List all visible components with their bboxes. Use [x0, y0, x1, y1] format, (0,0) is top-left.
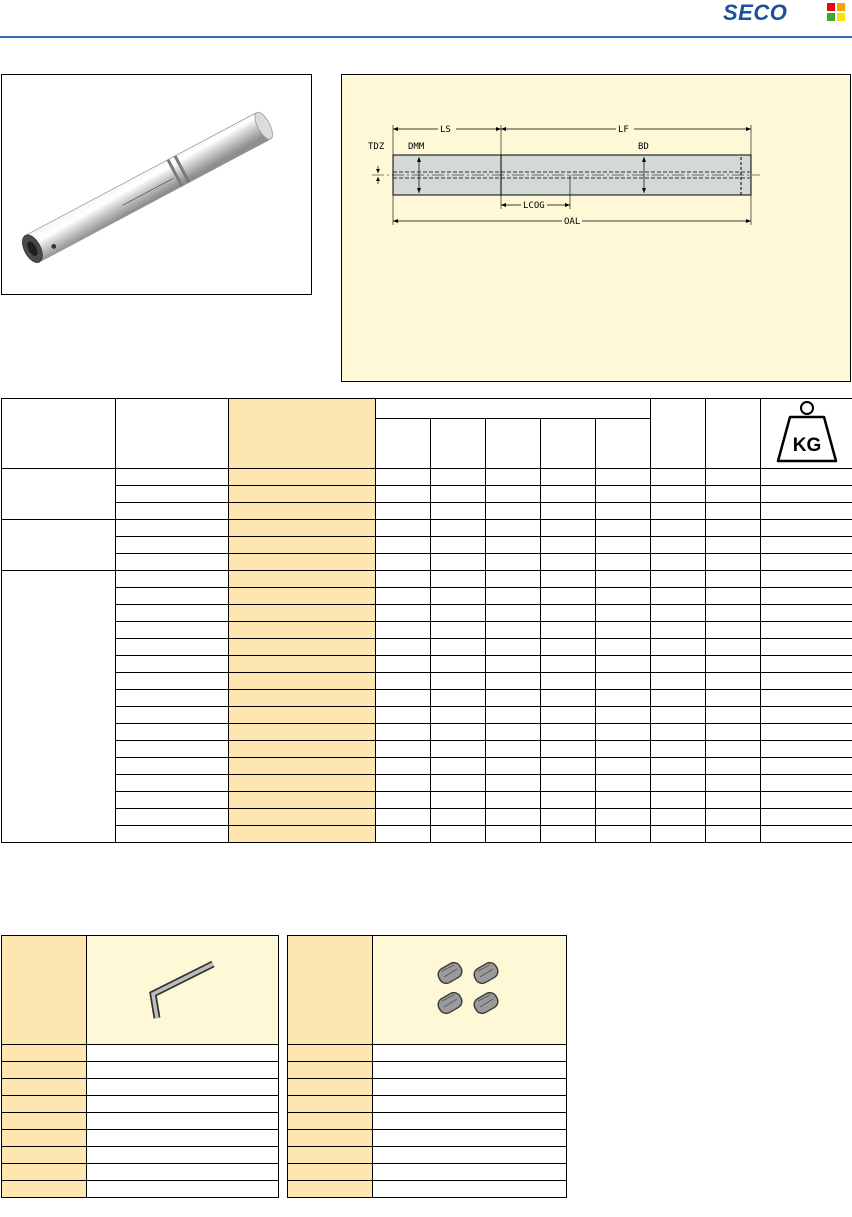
table-row: [2, 639, 852, 656]
table-row: [2, 826, 852, 843]
table-row: [2, 622, 852, 639]
spec-table: [1, 398, 852, 843]
header-cell-group: [376, 399, 651, 419]
label-bd: BD: [638, 142, 649, 152]
accessory-header-cell: [2, 936, 87, 1045]
table-row: [2, 1045, 279, 1062]
table-row: [2, 503, 852, 520]
table-row: [2, 469, 852, 486]
dimension-diagram: [341, 74, 851, 382]
table-row: [2, 741, 852, 758]
weight-header-cell: [761, 399, 852, 469]
table-row: [2, 707, 852, 724]
header-row-1: [2, 399, 852, 419]
table-row: [2, 690, 852, 707]
table-row: [2, 605, 852, 622]
accessory-table-screws: [287, 935, 567, 1198]
tool-holder-image: [2, 75, 311, 294]
logo-squares-icon: [827, 3, 845, 21]
header-cell: [431, 418, 486, 468]
allen-key-cell: [87, 936, 279, 1045]
table-row: [2, 1062, 279, 1079]
label-lcog: LCOG: [523, 201, 545, 211]
table-row: [2, 1130, 279, 1147]
seco-logo: [723, 1, 847, 25]
accessory-header-row: [288, 936, 567, 1045]
label-oal: OAL: [564, 217, 581, 227]
table-row: [2, 673, 852, 690]
table-row: [2, 1181, 279, 1198]
table-row: [288, 1181, 567, 1198]
table-row: [2, 656, 852, 673]
header-cell: [116, 399, 229, 469]
table-row: [2, 554, 852, 571]
table-row: [2, 537, 852, 554]
group-cell: [2, 571, 116, 843]
group-cell: [2, 520, 116, 571]
table-row: [2, 775, 852, 792]
header-cell: [541, 418, 596, 468]
table-row: [288, 1045, 567, 1062]
table-row: [2, 588, 852, 605]
set-screws-cell: [373, 936, 567, 1045]
group-cell: [2, 469, 116, 520]
table-row: [2, 1164, 279, 1181]
header-cell: [2, 399, 116, 469]
header-rule: [0, 36, 852, 38]
table-row: [2, 571, 852, 588]
label-tdz: TDZ: [368, 142, 385, 152]
table-row: [288, 1062, 567, 1079]
table-row: [2, 724, 852, 741]
table-row: [2, 520, 852, 537]
logo-text: SECO: [723, 0, 788, 25]
header-cell: [596, 418, 651, 468]
label-ls: LS: [440, 125, 451, 135]
accessory-header-row: [2, 936, 279, 1045]
allen-key-icon: [143, 954, 223, 1024]
set-screws-icon: [430, 957, 510, 1021]
label-lf: LF: [618, 125, 629, 135]
table-row: [2, 1147, 279, 1164]
accessory-table-key: [1, 935, 279, 1198]
header-cell: [486, 418, 541, 468]
header-cell: [706, 399, 761, 469]
header-cell: [651, 399, 706, 469]
table-row: [288, 1130, 567, 1147]
table-row: [288, 1164, 567, 1181]
label-dmm: DMM: [408, 142, 425, 152]
table-row: [2, 792, 852, 809]
weight-kg-icon: [776, 399, 838, 465]
table-row: [2, 809, 852, 826]
header-cell-highlight: [229, 399, 376, 469]
table-row: [2, 1113, 279, 1130]
product-photo: [1, 74, 312, 295]
table-row: [2, 486, 852, 503]
table-row: [288, 1113, 567, 1130]
table-row: [288, 1079, 567, 1096]
table-row: [2, 758, 852, 775]
table-row: [2, 1079, 279, 1096]
table-row: [288, 1147, 567, 1164]
weight-icon-label: KG: [792, 435, 821, 456]
dimension-drawing: [342, 75, 850, 381]
header-cell: [376, 418, 431, 468]
table-row: [288, 1096, 567, 1113]
table-row: [2, 1096, 279, 1113]
accessory-header-cell: [288, 936, 373, 1045]
